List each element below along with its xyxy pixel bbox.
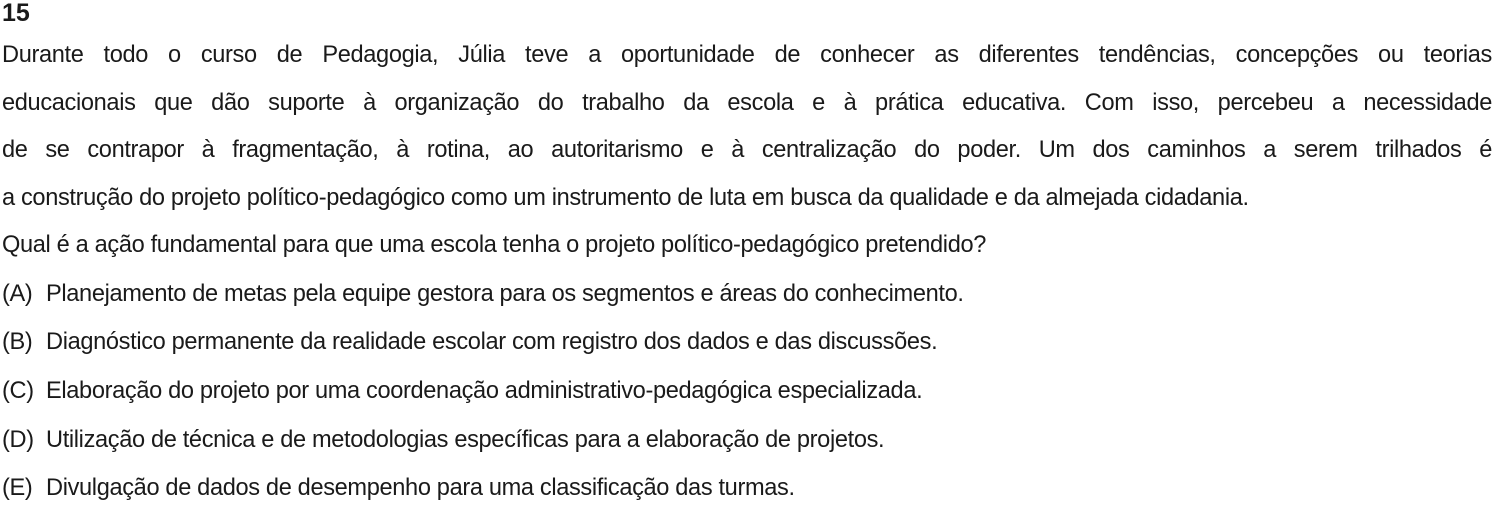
option-b[interactable] bbox=[2, 318, 1492, 367]
option-text: Diagnóstico permanente da realidade escolar com registro dos dados e das discussões. bbox=[46, 329, 938, 356]
option-letter: (E) bbox=[2, 475, 33, 502]
question-number: 15 bbox=[2, 0, 30, 27]
option-e[interactable] bbox=[2, 464, 1492, 513]
option-text: Elaboração do projeto por uma coordenação administrativo-pedagógica especializada. bbox=[46, 377, 923, 404]
option-d[interactable] bbox=[2, 416, 1492, 465]
option-letter: (D) bbox=[2, 426, 34, 453]
stem-line: educacionais que dão suporte à organização do trabalho da escola e à prática educativa. Com isso, percebeu a necessidade bbox=[2, 89, 1492, 116]
option-letter: (C) bbox=[2, 377, 34, 404]
question-prompt: Qual é a ação fundamental para que uma escola tenha o projeto político-pedagógico pretendido? bbox=[2, 232, 987, 258]
option-text: Utilização de técnica e de metodologias específicas para a elaboração de projetos. bbox=[46, 426, 885, 453]
stem-line: a construção do projeto político-pedagógico como um instrumento de luta em busca da qualidade e da almejada cidadania. bbox=[2, 184, 1249, 211]
option-c[interactable] bbox=[2, 367, 1492, 416]
option-letter: (A) bbox=[2, 280, 33, 307]
stem-line: de se contrapor à fragmentação, à rotina, ao autoritarismo e à centralização do poder. Um dos caminhos a serem trilhados é bbox=[2, 137, 1492, 163]
stem-line: Durante todo o curso de Pedagogia, Júlia teve a oportunidade de conhecer as diferentes tendências, concepções ou teorias bbox=[2, 42, 1492, 68]
answer-options bbox=[2, 270, 1492, 513]
option-letter: (B) bbox=[2, 329, 33, 356]
option-text: Planejamento de metas pela equipe gestora para os segmentos e áreas do conhecimento. bbox=[46, 280, 964, 307]
option-a[interactable] bbox=[2, 270, 1492, 319]
option-text: Divulgação de dados de desempenho para uma classificação das turmas. bbox=[46, 475, 795, 502]
question-block bbox=[2, 0, 1492, 513]
question-stem bbox=[2, 32, 1492, 270]
